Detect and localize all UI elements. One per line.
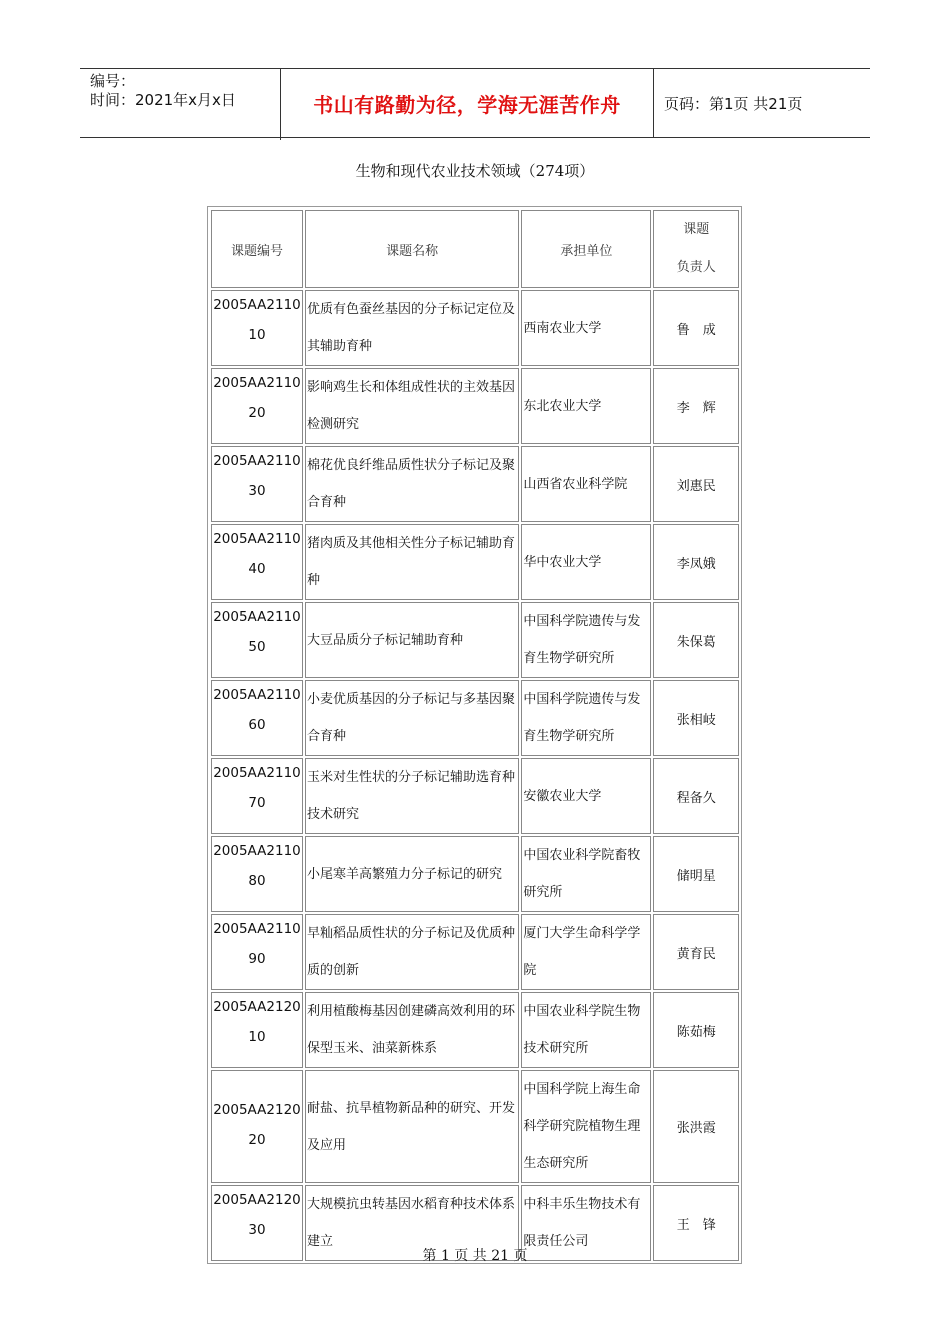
project-code-part1: 2005AA2120: [213, 1101, 301, 1118]
cell-project-name: 猪肉质及其他相关性分子标记辅助育种: [305, 524, 519, 600]
cell-project-code: [211, 1070, 303, 1183]
table-body: [211, 290, 739, 1261]
project-code-part1: 2005AA2110: [213, 531, 301, 547]
cell-project-name: 小尾寒羊高繁殖力分子标记的研究: [305, 836, 519, 912]
cell-responsible-person: 刘惠民: [653, 446, 739, 522]
table-row: [211, 992, 739, 1068]
col-header-code: 课题编号: [211, 210, 303, 288]
number-label: 编号：: [90, 72, 136, 90]
project-code-part2: 90: [248, 951, 266, 967]
header-meta: [80, 69, 281, 140]
cell-organization: 西南农业大学: [521, 290, 651, 366]
cell-organization: 安徽农业大学: [521, 758, 651, 834]
motto: 书山有路勤为径，学海无涯苦作舟: [313, 92, 621, 117]
table-row: [211, 1070, 739, 1183]
cell-project-name: 玉米对生性状的分子标记辅助选育种技术研究: [305, 758, 519, 834]
table-row: [211, 758, 739, 834]
cell-project-name: 影响鸡生长和体组成性状的主效基因检测研究: [305, 368, 519, 444]
cell-project-code: [211, 524, 303, 600]
cell-project-name: 优质有色蚕丝基因的分子标记定位及其辅助育种: [305, 290, 519, 366]
cell-project-code: [211, 914, 303, 990]
cell-project-code: [211, 680, 303, 756]
cell-responsible-person: 鲁 成: [653, 290, 739, 366]
header-motto-cell: [281, 69, 654, 137]
project-code-part1: 2005AA2120: [213, 999, 301, 1015]
cell-responsible-person: 程备久: [653, 758, 739, 834]
cell-responsible-person: 李凤娥: [653, 524, 739, 600]
project-code-part1: 2005AA2110: [213, 453, 301, 469]
project-code-part2: 10: [248, 1029, 266, 1045]
time-label: 时间：2021年x月x日: [90, 91, 236, 109]
table-row: [211, 602, 739, 678]
project-code-part2: 60: [248, 717, 266, 733]
col-header-responsible-line2: 负责人: [676, 260, 716, 275]
page-header: [80, 68, 870, 138]
cell-organization: 华中农业大学: [521, 524, 651, 600]
cell-project-code: [211, 368, 303, 444]
cell-organization: 厦门大学生命科学学院: [521, 914, 651, 990]
col-header-responsible-line1: 课题: [683, 222, 710, 237]
cell-organization: 中国科学院遗传与发育生物学研究所: [521, 602, 651, 678]
project-code-part2: 80: [248, 873, 266, 889]
cell-responsible-person: 陈茹梅: [653, 992, 739, 1068]
cell-project-name: 大豆品质分子标记辅助育种: [305, 602, 519, 678]
cell-project-code: [211, 290, 303, 366]
table-row: [211, 290, 739, 366]
table-header-row: [211, 210, 739, 288]
project-code-part2: 30: [248, 483, 266, 499]
cell-project-name: 早籼稻品质性状的分子标记及优质种质的创新: [305, 914, 519, 990]
project-code-part2: 70: [248, 795, 266, 811]
cell-responsible-person: 李 辉: [653, 368, 739, 444]
project-code-part2: 20: [248, 405, 266, 421]
table-row: [211, 524, 739, 600]
project-code-part2: 40: [248, 561, 266, 577]
project-code-part1: 2005AA2110: [213, 609, 301, 625]
cell-responsible-person: 黄育民: [653, 914, 739, 990]
cell-project-code: [211, 446, 303, 522]
col-header-name: 课题名称: [305, 210, 519, 288]
projects-table-wrapper: [207, 206, 742, 1264]
projects-table: [209, 208, 741, 1263]
table-row: [211, 368, 739, 444]
project-code-part1: 2005AA2110: [213, 765, 301, 781]
project-code-part1: 2005AA2110: [213, 921, 301, 937]
project-code-part2: 50: [248, 639, 266, 655]
cell-responsible-person: 张相岐: [653, 680, 739, 756]
project-code-part1: 2005AA2120: [213, 1192, 301, 1208]
cell-project-code: [211, 758, 303, 834]
cell-organization: 山西省农业科学院: [521, 446, 651, 522]
cell-project-code: [211, 602, 303, 678]
cell-project-name: 棉花优良纤维品质性状分子标记及聚合育种: [305, 446, 519, 522]
table-row: [211, 446, 739, 522]
cell-organization: 中国科学院上海生命科学研究院植物生理生态研究所: [521, 1070, 651, 1183]
col-header-responsible: [653, 210, 739, 288]
project-code-part2: 30: [248, 1222, 266, 1238]
cell-responsible-person: 储明星: [653, 836, 739, 912]
project-code-part1: 2005AA2110: [213, 297, 301, 313]
project-code-part1: 2005AA2110: [213, 687, 301, 703]
cell-organization: 中国农业科学院生物技术研究所: [521, 992, 651, 1068]
cell-project-name: 耐盐、抗旱植物新品种的研究、开发及应用: [305, 1070, 519, 1183]
project-code-part2: 20: [248, 1131, 266, 1148]
cell-organization: 中国科学院遗传与发育生物学研究所: [521, 680, 651, 756]
cell-organization: 中科丰乐生物技术有限责任公司: [521, 1185, 651, 1261]
cell-project-code: [211, 992, 303, 1068]
cell-responsible-person: 朱保葛: [653, 602, 739, 678]
cell-organization: 中国农业科学院畜牧研究所: [521, 836, 651, 912]
project-code-part2: 10: [248, 327, 266, 343]
cell-project-name: 大规模抗虫转基因水稻育种技术体系建立: [305, 1185, 519, 1261]
table-row: [211, 680, 739, 756]
page-footer: 第 1 页 共 21 页: [422, 1248, 528, 1264]
page-info: 页码：第1页 共21页: [664, 94, 803, 113]
cell-organization: 东北农业大学: [521, 368, 651, 444]
table-row: [211, 836, 739, 912]
table-row: [211, 914, 739, 990]
cell-project-name: 利用植酸梅基因创建磷高效利用的环保型玉米、油菜新株系: [305, 992, 519, 1068]
document-title: 生物和现代农业技术领域（274项）: [355, 162, 595, 180]
project-code-part1: 2005AA2110: [213, 843, 301, 859]
cell-project-name: 小麦优质基因的分子标记与多基因聚合育种: [305, 680, 519, 756]
cell-project-code: [211, 836, 303, 912]
project-code-part1: 2005AA2110: [213, 375, 301, 391]
col-header-org: 承担单位: [521, 210, 651, 288]
cell-responsible-person: 王 锋: [653, 1185, 739, 1261]
cell-responsible-person: 张洪霞: [653, 1070, 739, 1183]
